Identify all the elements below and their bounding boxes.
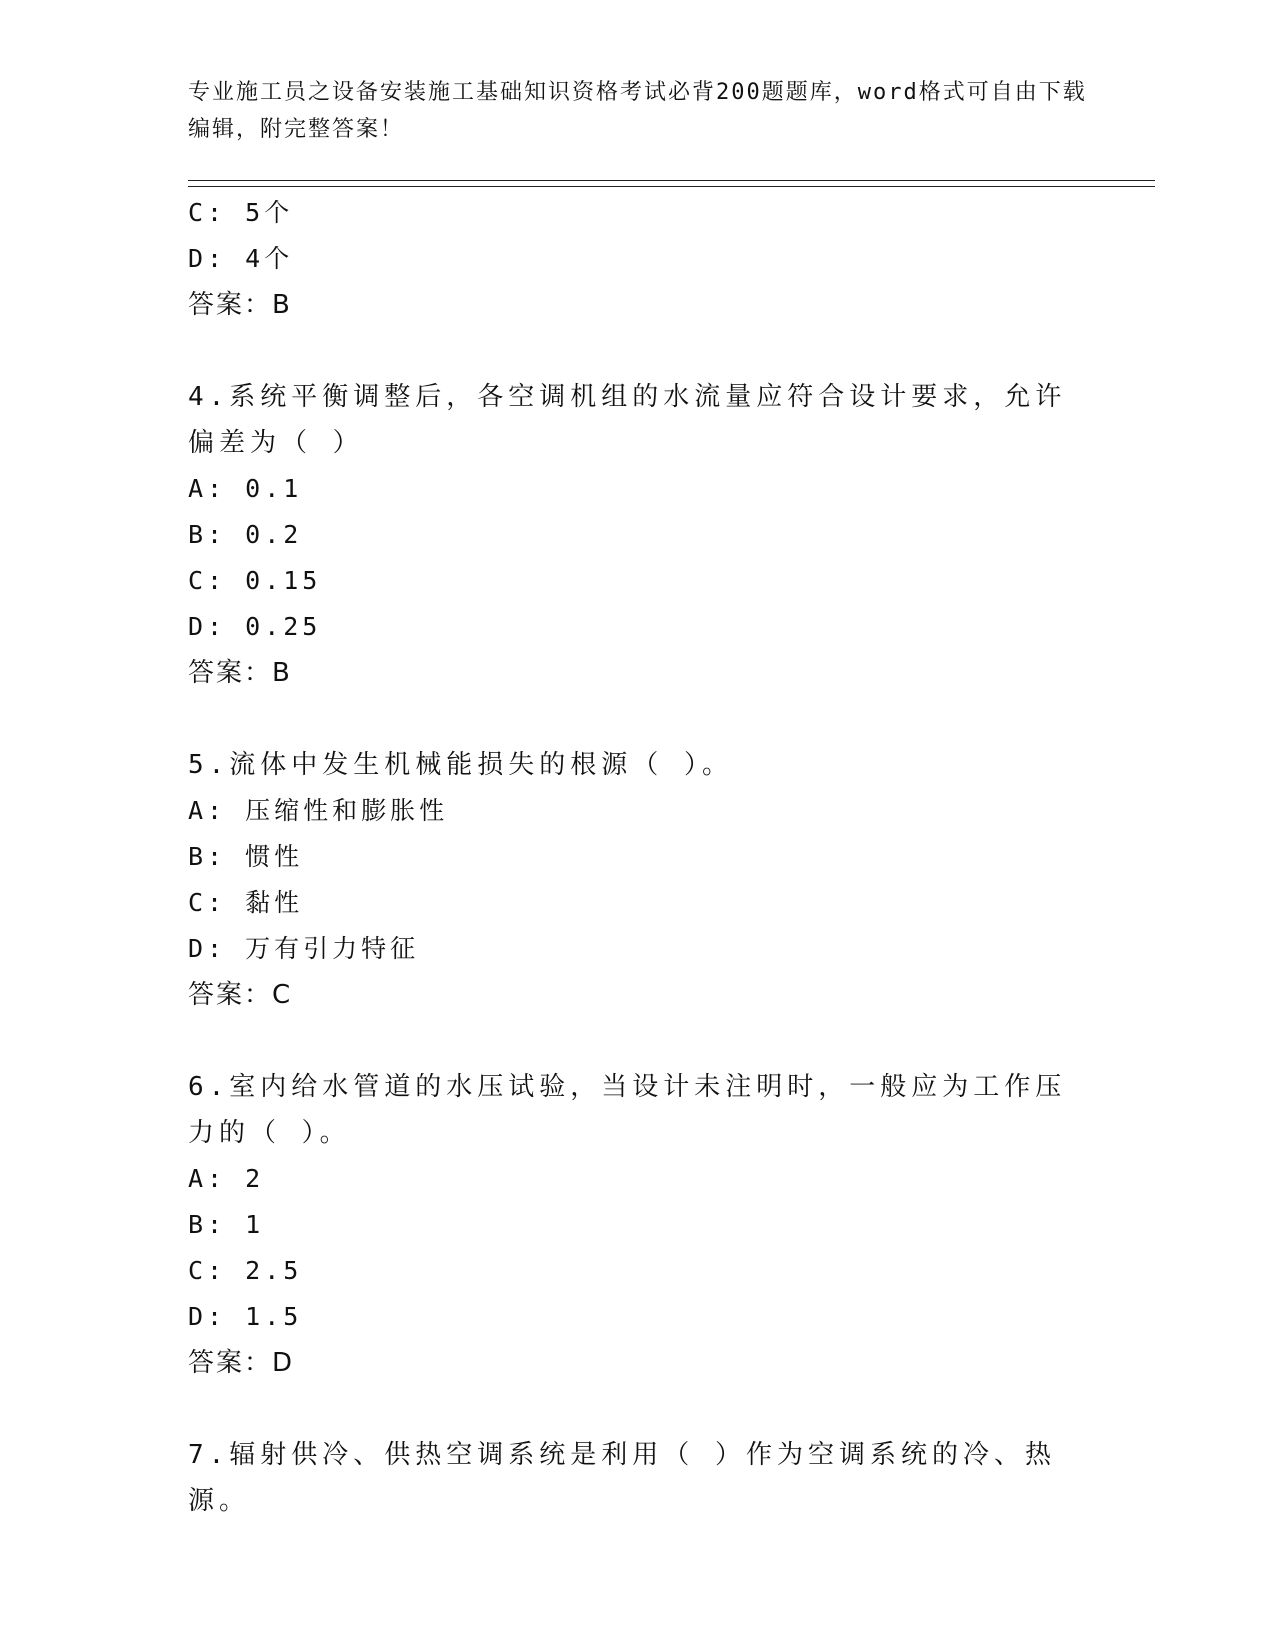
question-7 bbox=[188, 1432, 1088, 1524]
option-c: C: 黏性 bbox=[188, 888, 304, 917]
question-stem: 4.系统平衡调整后，各空调机组的水流量应符合设计要求，允许偏差为（ ） bbox=[188, 382, 1067, 458]
answer-label: 答案：B bbox=[188, 290, 292, 320]
question-stem: 7.辐射供冷、供热空调系统是利用（ ）作为空调系统的冷、热源。 bbox=[188, 1440, 1056, 1516]
spacer bbox=[188, 1386, 1088, 1432]
header-divider bbox=[188, 180, 1155, 187]
question-5 bbox=[188, 742, 1088, 1018]
option-c: C: 2.5 bbox=[188, 1256, 303, 1285]
question-3-continued bbox=[188, 190, 1088, 328]
option-d: D: 1.5 bbox=[188, 1302, 303, 1331]
answer-label: 答案：B bbox=[188, 658, 292, 688]
answer-label: 答案：C bbox=[188, 980, 293, 1010]
option-b: B: 惯性 bbox=[188, 842, 304, 871]
question-list bbox=[188, 190, 1088, 1524]
question-stem: 5.流体中发生机械能损失的根源（ ）。 bbox=[188, 750, 733, 780]
spacer bbox=[188, 328, 1088, 374]
option-a: A: 0.1 bbox=[188, 474, 303, 503]
question-6 bbox=[188, 1064, 1088, 1386]
option-c: C: 5个 bbox=[188, 198, 294, 227]
option-d: D: 0.25 bbox=[188, 612, 322, 641]
option-b: B: 1 bbox=[188, 1210, 265, 1239]
option-d: D: 万有引力特征 bbox=[188, 934, 420, 963]
option-d: D: 4个 bbox=[188, 244, 294, 273]
option-a: A: 2 bbox=[188, 1164, 265, 1193]
document-header: 专业施工员之设备安装施工基础知识资格考试必背200题题库，word格式可自由下载编辑，附完整答案！ bbox=[188, 80, 1087, 142]
question-4 bbox=[188, 374, 1088, 696]
option-c: C: 0.15 bbox=[188, 566, 322, 595]
option-b: B: 0.2 bbox=[188, 520, 303, 549]
answer-label: 答案：D bbox=[188, 1348, 295, 1378]
spacer bbox=[188, 1018, 1088, 1064]
option-a: A: 压缩性和膨胀性 bbox=[188, 796, 449, 825]
question-stem: 6.室内给水管道的水压试验，当设计未注明时，一般应为工作压力的（ ）。 bbox=[188, 1072, 1067, 1148]
spacer bbox=[188, 696, 1088, 742]
